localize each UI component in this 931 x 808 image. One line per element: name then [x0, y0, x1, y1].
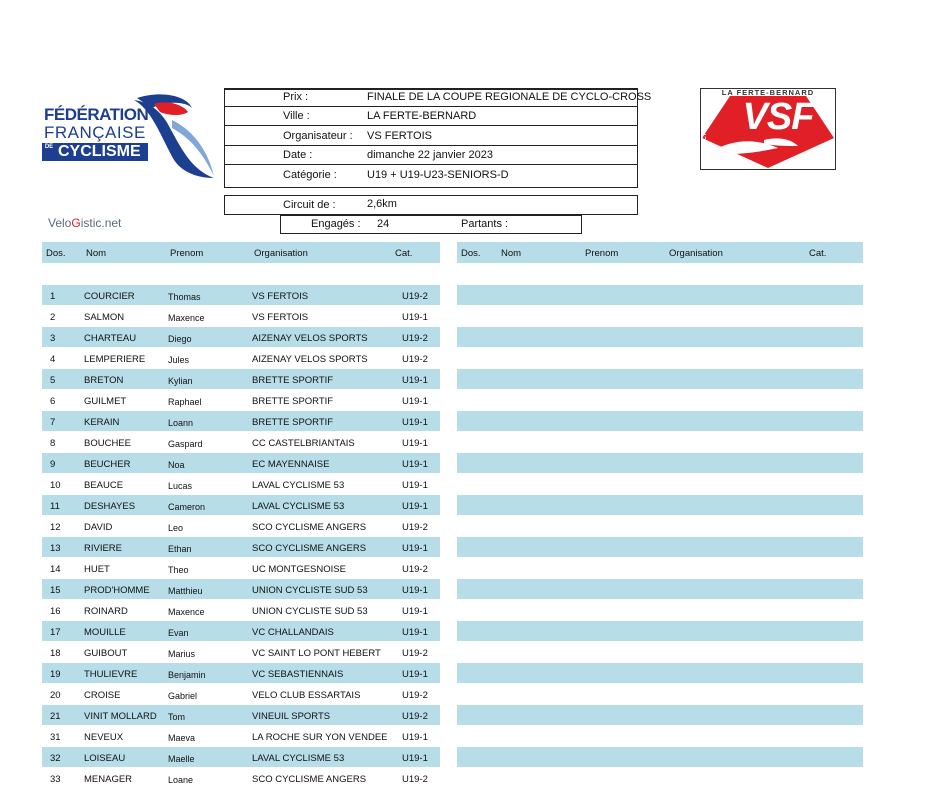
- rider-cat: U19-1: [402, 375, 428, 386]
- rider-nom: BOUCHEE: [84, 438, 131, 449]
- table-row: [42, 516, 440, 536]
- ffc-line1: FÉDÉRATION: [44, 105, 149, 124]
- engages-box: [280, 215, 582, 234]
- table-row: [42, 432, 440, 452]
- table-row: [42, 726, 440, 746]
- hdr-cat-right: Cat.: [809, 248, 827, 259]
- rider-nom: GUIBOUT: [84, 648, 128, 659]
- rider-dos: 13: [50, 543, 61, 554]
- rider-cat: U19-1: [402, 732, 428, 743]
- table-row: [42, 390, 440, 410]
- rider-dos: 21: [50, 711, 61, 722]
- rider-nom: VINIT MOLLARD: [84, 711, 157, 722]
- rider-cat: U19-2: [402, 354, 428, 365]
- rider-dos: 20: [50, 690, 61, 701]
- rider-dos: 16: [50, 606, 61, 617]
- empty-table-row: [457, 327, 863, 347]
- table-row: [42, 558, 440, 578]
- rider-prenom: Loann: [168, 418, 194, 428]
- rider-nom: NEVEUX: [84, 732, 124, 743]
- rider-dos: 32: [50, 753, 61, 764]
- prix-label: Prix :: [283, 91, 309, 103]
- rider-dos: 7: [50, 417, 56, 428]
- empty-table-row: [457, 726, 863, 746]
- hdr-dos-right: Dos.: [461, 248, 481, 259]
- empty-table-row: [457, 369, 863, 389]
- rider-dos: 31: [50, 732, 61, 743]
- rider-dos: 18: [50, 648, 61, 659]
- rider-prenom: Gabriel: [168, 691, 198, 701]
- rider-nom: DESHAYES: [84, 501, 136, 512]
- rider-prenom: Lucas: [168, 481, 193, 491]
- rider-org: UNION CYCLISTE SUD 53: [252, 606, 368, 617]
- rider-cat: U19-1: [402, 501, 428, 512]
- ffc-de-badge: [42, 143, 56, 161]
- empty-table-row: [457, 642, 863, 662]
- rider-cat: U19-1: [402, 417, 428, 428]
- table-row: [42, 600, 440, 620]
- rider-nom: RIVIERE: [84, 543, 123, 554]
- partants-label: Partants :: [461, 218, 509, 230]
- rider-nom: CROISE: [84, 690, 121, 701]
- race-info-box: [224, 88, 652, 188]
- date-value: dimanche 22 janvier 2023: [367, 149, 493, 161]
- rider-prenom: Noa: [168, 460, 185, 470]
- rider-nom: DAVID: [84, 522, 113, 533]
- empty-table-row: [457, 747, 863, 767]
- vsf-arc: LA FERTE-BERNARD: [721, 88, 815, 97]
- date-label: Date :: [283, 149, 313, 161]
- empty-table-row: [457, 390, 863, 410]
- table-row: [42, 705, 440, 725]
- rider-dos: 14: [50, 564, 61, 575]
- rider-org: BRETTE SPORTIF: [252, 375, 334, 386]
- ville-row: [225, 107, 637, 126]
- table-row: [42, 579, 440, 599]
- rider-cat: U19-1: [402, 459, 428, 470]
- rider-dos: 6: [50, 396, 56, 407]
- rider-org: VS FERTOIS: [252, 291, 309, 302]
- categorie-row: [225, 166, 637, 185]
- rider-cat: U19-2: [402, 711, 428, 722]
- rider-cat: U19-1: [402, 585, 428, 596]
- empty-table-row: [457, 306, 863, 326]
- table-row: [42, 327, 440, 347]
- rider-cat: U19-1: [402, 438, 428, 449]
- table-row: [42, 642, 440, 662]
- circuit-box: [224, 195, 638, 215]
- rider-dos: 10: [50, 480, 61, 491]
- organisateur-value: VS FERTOIS: [367, 130, 433, 142]
- hdr-dos: Dos.: [46, 248, 66, 259]
- rider-prenom: Marius: [168, 649, 196, 659]
- engages-label: Engagés :: [311, 218, 361, 230]
- empty-table-row: [457, 537, 863, 557]
- left-table-header: [42, 242, 440, 263]
- rider-org: VS FERTOIS: [252, 312, 309, 323]
- rider-dos: 5: [50, 375, 56, 386]
- rider-org: BRETTE SPORTIF: [252, 396, 334, 407]
- rider-cat: U19-2: [402, 648, 428, 659]
- velogistic-b: G: [71, 216, 81, 230]
- rider-cat: U19-1: [402, 606, 428, 617]
- rider-prenom: Gaspard: [168, 439, 203, 449]
- rider-cat: U19-1: [402, 396, 428, 407]
- rider-nom: BRETON: [84, 375, 124, 386]
- rider-dos: 9: [50, 459, 56, 470]
- table-row: [42, 621, 440, 641]
- rider-org: LAVAL CYCLISME 53: [252, 501, 345, 512]
- rider-dos: 15: [50, 585, 61, 596]
- rider-prenom: Maeva: [168, 733, 196, 743]
- empty-table-row: [457, 663, 863, 683]
- rider-cat: U19-2: [402, 522, 428, 533]
- vsf-logo: [700, 88, 836, 170]
- rider-cat: U19-2: [402, 774, 428, 785]
- rider-prenom: Maxence: [168, 313, 205, 323]
- rider-nom: THULIEVRE: [84, 669, 138, 680]
- rider-cat: U19-2: [402, 564, 428, 575]
- ffc-logo: [42, 90, 222, 180]
- table-row: [42, 306, 440, 326]
- rider-prenom: Theo: [168, 565, 189, 575]
- rider-prenom: Loane: [168, 775, 194, 785]
- ville-value: LA FERTE-BERNARD: [367, 110, 477, 122]
- rider-cat: U19-1: [402, 753, 428, 764]
- rider-dos: 17: [50, 627, 61, 638]
- table-row: [42, 348, 440, 368]
- categorie-label: Catégorie :: [283, 169, 337, 181]
- rider-prenom: Maxence: [168, 607, 205, 617]
- rider-prenom: Leo: [168, 523, 184, 533]
- rider-prenom: Diego: [168, 334, 192, 344]
- rider-cat: U19-2: [402, 690, 428, 701]
- empty-table-row: [457, 600, 863, 620]
- rider-org: AIZENAY VELOS SPORTS: [252, 333, 368, 344]
- rider-org: SCO CYCLISME ANGERS: [252, 522, 367, 533]
- empty-table-row: [457, 432, 863, 452]
- rider-dos: 1: [50, 291, 56, 302]
- rider-nom: ROINARD: [84, 606, 128, 617]
- rider-org: AIZENAY VELOS SPORTS: [252, 354, 368, 365]
- prix-row: [225, 88, 652, 107]
- rider-prenom: Evan: [168, 628, 189, 638]
- rider-prenom: Kylian: [168, 376, 193, 386]
- ffc-line3: CYCLISME: [58, 143, 141, 160]
- rider-dos: 12: [50, 522, 61, 533]
- right-table-header: [457, 242, 863, 263]
- rider-org: BRETTE SPORTIF: [252, 417, 334, 428]
- empty-table-row: [457, 453, 863, 473]
- velogistic-c: istic.net: [80, 216, 122, 230]
- rider-org: VC SAINT LO PONT HEBERT: [252, 648, 381, 659]
- rider-nom: CHARTEAU: [84, 333, 137, 344]
- hdr-nom: Nom: [86, 248, 107, 259]
- rider-org: LAVAL CYCLISME 53: [252, 480, 345, 491]
- empty-table-row: [457, 516, 863, 536]
- table-row: [42, 684, 440, 704]
- table-row: [42, 663, 440, 683]
- empty-table-row: [457, 285, 863, 305]
- table-row: [42, 768, 440, 788]
- velogistic-a: Velo: [48, 216, 72, 230]
- rider-cat: U19-2: [402, 333, 428, 344]
- vsf-side: CYCLISME: [701, 114, 708, 140]
- empty-table-row: [457, 621, 863, 641]
- empty-table-row: [457, 348, 863, 368]
- circuit-value: 2,6km: [367, 198, 397, 210]
- rider-dos: 11: [50, 501, 60, 512]
- rider-nom: SALMON: [84, 312, 125, 323]
- rider-nom: GUILMET: [84, 396, 127, 407]
- rider-cat: U19-1: [402, 627, 428, 638]
- rider-org: UC MONTGESNOISE: [252, 564, 346, 575]
- rider-cat: U19-1: [402, 480, 428, 491]
- rider-org: VELO CLUB ESSARTAIS: [252, 690, 361, 701]
- rider-nom: MENAGER: [84, 774, 133, 785]
- ffc-de: DE: [44, 144, 54, 150]
- rider-org: LAVAL CYCLISME 53: [252, 753, 345, 764]
- prix-value: FINALE DE LA COUPE REGIONALE DE CYCLO-CROSS: [367, 91, 652, 103]
- rider-prenom: Maelle: [168, 754, 195, 764]
- rider-dos: 2: [50, 312, 56, 323]
- rider-nom: COURCIER: [84, 291, 135, 302]
- empty-table-row: [457, 411, 863, 431]
- rider-prenom: Jules: [168, 355, 190, 365]
- rider-org: SCO CYCLISME ANGERS: [252, 543, 367, 554]
- rider-nom: BEUCHER: [84, 459, 131, 470]
- rider-cat: U19-1: [402, 543, 428, 554]
- table-row: [42, 369, 440, 389]
- rider-nom: LEMPERIERE: [84, 354, 146, 365]
- ville-label: Ville :: [283, 110, 310, 122]
- hdr-org-right: Organisation: [669, 248, 723, 259]
- categorie-value: U19 + U19-U23-SENIORS-D: [367, 169, 509, 181]
- rider-org: SCO CYCLISME ANGERS: [252, 774, 367, 785]
- vsf-letters: VSF: [742, 96, 814, 138]
- rider-dos: 3: [50, 333, 56, 344]
- table-row: [42, 537, 440, 557]
- empty-table-row: [457, 705, 863, 725]
- table-row: [42, 411, 440, 431]
- rider-dos: 4: [50, 354, 56, 365]
- empty-table-row: [457, 768, 863, 788]
- rider-prenom: Benjamin: [168, 670, 206, 680]
- rider-org: VINEUIL SPORTS: [252, 711, 331, 722]
- rider-prenom: Matthieu: [168, 586, 203, 596]
- velogistic-logo: [48, 216, 121, 230]
- rider-cat: U19-2: [402, 291, 428, 302]
- rider-nom: BEAUCE: [84, 480, 124, 491]
- empty-table-row: [457, 474, 863, 494]
- table-row: [42, 474, 440, 494]
- rider-org: VC SEBASTIENNAIS: [252, 669, 344, 680]
- rider-org: VC CHALLANDAIS: [252, 627, 334, 638]
- rider-prenom: Thomas: [168, 292, 201, 302]
- rider-org: EC MAYENNAISE: [252, 459, 330, 470]
- empty-table-row: [457, 558, 863, 578]
- table-row: [42, 453, 440, 473]
- table-row: [42, 495, 440, 515]
- rider-dos: 19: [50, 669, 61, 680]
- hdr-cat: Cat.: [395, 248, 413, 259]
- rider-org: CC CASTELBRIANTAIS: [252, 438, 355, 449]
- rider-nom: LOISEAU: [84, 753, 126, 764]
- rider-prenom: Tom: [168, 712, 186, 722]
- date-row: [225, 146, 637, 165]
- rider-nom: KERAIN: [84, 417, 120, 428]
- rider-dos: 33: [50, 774, 61, 785]
- table-row: [42, 285, 440, 305]
- rider-org: LA ROCHE SUR YON VENDEE: [252, 732, 388, 743]
- hdr-prenom: Prenom: [170, 248, 204, 259]
- rider-dos: 8: [50, 438, 56, 449]
- rider-nom: MOUILLE: [84, 627, 126, 638]
- rider-nom: HUET: [84, 564, 110, 575]
- hdr-nom-right: Nom: [501, 248, 522, 259]
- rider-prenom: Raphael: [168, 397, 202, 407]
- rider-prenom: Cameron: [168, 502, 206, 512]
- circuit-label: Circuit de :: [283, 199, 336, 211]
- empty-table-row: [457, 495, 863, 515]
- rider-org: UNION CYCLISTE SUD 53: [252, 585, 368, 596]
- rider-cat: U19-1: [402, 312, 428, 323]
- ffc-line2: FRANÇAISE: [44, 123, 146, 142]
- organisateur-label: Organisateur :: [283, 130, 353, 142]
- empty-table-row: [457, 684, 863, 704]
- rider-cat: U19-1: [402, 669, 428, 680]
- hdr-org: Organisation: [254, 248, 308, 259]
- engages-value: 24: [377, 218, 390, 230]
- table-row: [42, 747, 440, 767]
- organisateur-row: [225, 127, 637, 146]
- rider-prenom: Ethan: [168, 544, 192, 554]
- hdr-prenom-right: Prenom: [585, 248, 619, 259]
- empty-table-row: [457, 579, 863, 599]
- rider-nom: PROD'HOMME: [84, 585, 150, 596]
